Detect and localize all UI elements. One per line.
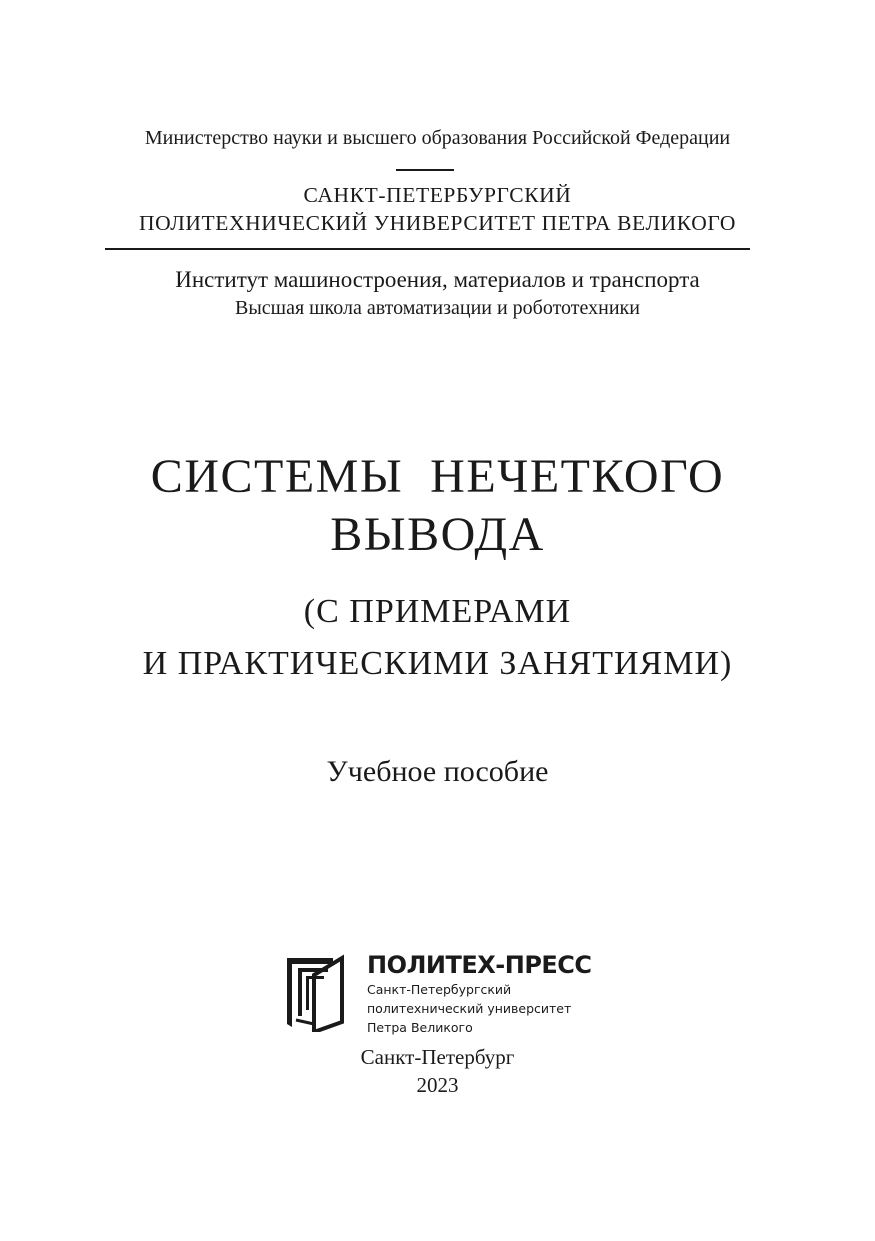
publication-city: Санкт-Петербург: [360, 1045, 515, 1069]
book-subtitle-line-1: (С ПРИМЕРАМИ: [303, 593, 572, 630]
book-title-line-2: ВЫВОДА: [330, 508, 545, 561]
publisher-block: [367, 950, 592, 1037]
book-title: [0, 448, 875, 564]
ministry-name: Министерство науки и высшего образования Российской Федерации: [144, 127, 731, 149]
university-line-1: САНКТ-ПЕТЕРБУРГСКИЙ: [303, 183, 572, 207]
publisher-line-1: Санкт-Петербургский: [367, 982, 512, 997]
university-name: [0, 181, 875, 237]
school-name: Высшая школа автоматизации и робототехники: [235, 297, 640, 319]
document-type: Учебное пособие: [326, 755, 549, 788]
institute-name: Институт машиностроения, материалов и транспорта: [175, 267, 700, 292]
book-door-icon: [284, 952, 346, 1032]
book-title-line-1: СИСТЕМЫ НЕЧЕТКОГО: [150, 450, 725, 503]
publisher-line-2: политехнический университет: [367, 1001, 572, 1016]
university-line-2: ПОЛИТЕХНИЧЕСКИЙ УНИВЕРСИТЕТ ПЕТРА ВЕЛИКОГО: [139, 211, 736, 235]
publisher-name: ПОЛИТЕХ-ПРЕСС: [367, 951, 592, 979]
long-divider: [105, 248, 750, 250]
publisher-line-3: Петра Великого: [367, 1020, 473, 1035]
short-divider: [396, 169, 454, 171]
publication-year: 2023: [416, 1073, 459, 1097]
book-subtitle: [0, 586, 875, 690]
book-subtitle-line-2: И ПРАКТИЧЕСКИМИ ЗАНЯТИЯМИ): [142, 645, 733, 682]
